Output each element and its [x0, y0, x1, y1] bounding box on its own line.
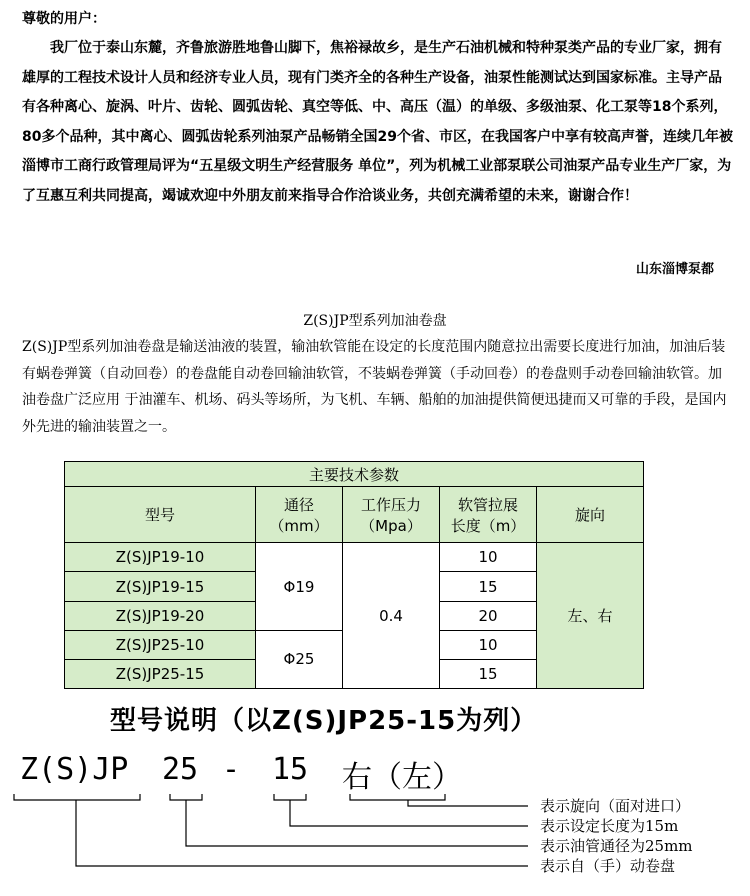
leader-bore: [170, 794, 202, 800]
leader-rotation-link: [408, 800, 528, 806]
header-model: 型号: [65, 487, 256, 543]
spec-table: [64, 461, 644, 689]
leader-prefix-link: [76, 800, 528, 866]
label-reel-type: 表示自（手）动卷盘: [540, 857, 676, 875]
row-model: Z(S)JP19-15: [65, 572, 256, 601]
bore-value-19: Φ19: [256, 543, 343, 630]
header-bore-unit: （mm）: [269, 516, 329, 535]
row-model: Z(S)JP25-10: [65, 630, 256, 659]
header-pressure: [343, 487, 440, 543]
header-hose-unit: 长度（m）: [450, 516, 526, 535]
row-length: 10: [440, 543, 537, 572]
model-code-prefix: Z(S)JP: [20, 752, 129, 787]
leader-bore-link: [186, 800, 528, 846]
header-hose-length: [440, 487, 537, 543]
rotation-value: 左、右: [537, 543, 644, 689]
header-pressure-unit: （Mpa）: [360, 516, 422, 535]
model-code-rotation: 右（左）: [342, 760, 462, 795]
header-bore: [256, 487, 343, 543]
company-signature: 山东淄博泵都: [635, 262, 714, 277]
model-code-bore: 25: [162, 752, 199, 787]
label-bore: 表示油管通径为25mm: [540, 837, 693, 855]
greeting: 尊敬的用户：: [22, 11, 106, 27]
spec-table-caption: 主要技术参数: [65, 462, 644, 487]
label-rotation: 表示旋向（面对进口）: [540, 797, 691, 815]
label-length: 表示设定长度为15m: [540, 817, 679, 835]
row-length: 15: [440, 572, 537, 601]
product-description: Z(S)JP型系列加油卷盘是输送油液的装置，输油软管能在设定的长度范围内随意拉出需要长度进行加油，加油后装有蜗卷弹簧（自动回卷）的卷盘能自动卷回输油软管，不装蜗卷弹簧（手动回卷）的卷盘则手动卷回输油软管。加油卷盘广泛应用 于油灌车、机场、码头等场所，为飞机、车辆、船舶的加油提供简便迅捷而又可靠的手段，是国内外先进的输油装置之一。: [22, 339, 727, 435]
row-length: 15: [440, 659, 537, 688]
header-hose-label: 软管拉展: [457, 495, 518, 514]
model-code-length: 15: [272, 752, 309, 787]
row-model: Z(S)JP25-15: [65, 659, 256, 688]
leader-prefix: [14, 794, 140, 800]
row-length: 20: [440, 601, 537, 630]
row-model: Z(S)JP19-10: [65, 543, 256, 572]
model-explanation-title: 型号说明（以Z(S)JP25-15为列）: [110, 706, 538, 736]
company-introduction: 我厂位于泰山东麓，齐鲁旅游胜地鲁山脚下，焦裕禄故乡，是生产石油机械和特种泵类产品的专业厂家，拥有雄厚的工程技术设计人员和经济专业人员，现有门类齐全的各种生产设备，油泵性能测试达到国家标准。主导产品有各种离心、旋涡、叶片、齿轮、圆弧齿轮、真空等低、中、高压（温）的单级、多级油泵、化工泵等18个系列，80多个品种，其中离心、圆弧齿轮系列油泵产品畅销全国29个省、市区，在我国客户中享有较高声誉，连续几年被淄博市工商行政管理局评为“五星级文明生产经营服务 单位”，列为机械工业部泵联公司油泵产品专业生产厂家，为了互惠互利共同提高，竭诚欢迎中外朋友前来指导合作洽谈业务，共创充满希望的未来，谢谢合作！: [22, 40, 733, 204]
leader-length-link: [290, 800, 528, 826]
header-pressure-label: 工作压力: [360, 495, 421, 514]
row-length: 10: [440, 630, 537, 659]
product-title: Z(S)JP型系列加油卷盘: [303, 313, 447, 329]
model-code-dash: -: [222, 752, 241, 787]
header-rotation: 旋向: [537, 487, 644, 543]
header-bore-label: 通径: [283, 495, 314, 514]
leader-length: [274, 794, 306, 800]
pressure-value: 0.4: [343, 543, 440, 689]
leader-rotation: [350, 794, 445, 800]
bore-value-25: Φ25: [256, 630, 343, 688]
row-model: Z(S)JP19-20: [65, 601, 256, 630]
